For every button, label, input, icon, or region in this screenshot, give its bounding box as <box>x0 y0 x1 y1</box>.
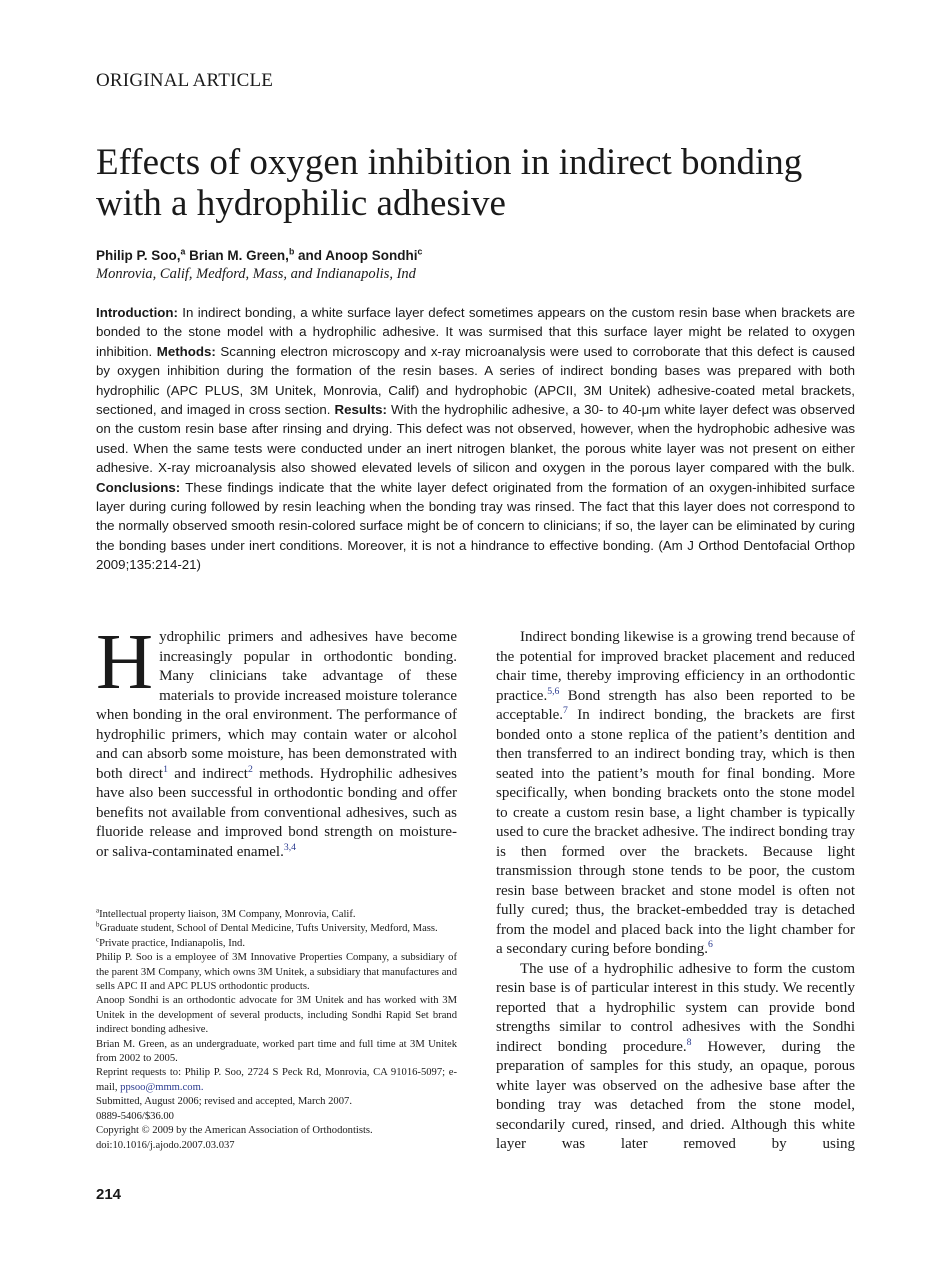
footnote <box>96 908 457 922</box>
drop-cap: H <box>96 619 154 706</box>
text: ydrophilic primers and adhesives have become increasingly popular in orthodontic bonding. Many clinicians take advantage of these materials to provide increased moisture tolerance when bonding in the oral environment. The performance of hydrophilic primers, which may contain water or alcohol and can absorb some moisture, has been demonstrated with both direct <box>96 629 457 782</box>
citation[interactable]: 1 <box>163 763 168 775</box>
text: In indirect bonding, the brackets are first bonded onto a stone replica of the patient’s dentition and then transferred to an indirect bonding tray, which is then seated into the patient’s mouth for final bonding. More specifically, when bonding brackets onto the stone model to create a custom resin base, a light chamber is typically used to cure the bracket adhesive. The indirect bonding tray is then formed over the brackets. Because light transmission through stone tends to be poor, the custom resin base between bracket and stone model is often not fully cured; thus, the bracket-embedded tray is detached from the model and placed back into the light chamber for a secondary curing before bonding. <box>496 707 855 957</box>
affiliation: Monrovia, Calif, Medford, Mass, and Indianapolis, Ind <box>96 266 416 282</box>
footnote <box>96 937 457 951</box>
text: However, during the preparation of samples for this study, an opaque, porous white layer was observed on the adhesive base after the bonding tray was detached from the stone model, secondarily cured, rinsed, and dried. Although this white layer was later removed by using <box>496 1038 855 1152</box>
page-number: 214 <box>96 1186 122 1203</box>
abstract-text: These findings indicate that the white layer defect originated from the formation of an oxygen-inhibited surface layer during curing followed by resin leaching when the bonding tray was rinsed. The fact that this layer does not correspond to the normally observed smooth resin-colored surface might be of concern to clinicians; if so, the layer can be eliminated by curing the bonding bases under inert conditions. Moreover, it is not a hindrance to effective bonding. (Am J Orthod Dentofacial Orthop 2009;135:214-21) <box>96 479 855 573</box>
issn: 0889-5406/$36.00 <box>96 1110 174 1122</box>
section-label: ORIGINAL ARTICLE <box>96 70 274 91</box>
author: and Anoop Sondhi <box>294 248 418 263</box>
author-sup: c <box>417 246 423 257</box>
author-list <box>96 248 422 263</box>
author: Brian M. Green, <box>185 248 289 263</box>
disclosure: Brian M. Green, as an undergraduate, worked part time and full time at 3M Unitek from 2002 to 2005. <box>96 1038 457 1065</box>
article-title: Effects of oxygen inhibition in indirect bonding with a hydrophilic adhesive <box>96 142 803 224</box>
disclosure: Anoop Sondhi is an orthodontic advocate for 3M Unitek and has worked with 3M Unitek in the development of several products, including Sondhi Rapid Set brand indirect bonding adhesive. <box>96 995 457 1036</box>
body-paragraph <box>96 619 457 862</box>
citation[interactable]: 8 <box>686 1036 692 1048</box>
text: Reprint requests to: Philip P. Soo, 2724 S Peck Rd, Monrovia, CA 91016-5097; e-mail, <box>96 1067 457 1093</box>
abstract-label: Results: <box>334 402 387 418</box>
citation[interactable]: 2 <box>247 763 253 775</box>
text: and indirect <box>167 765 248 782</box>
footnote-sup: c <box>96 936 100 944</box>
body-paragraph <box>496 628 855 960</box>
body-column-left <box>96 619 457 862</box>
body-column-right <box>496 628 855 1155</box>
footnote-sup: a <box>96 907 100 915</box>
author-sup: b <box>288 246 295 257</box>
text: Intellectual property liaison, 3M Company, Monrovia, Calif. <box>99 909 356 920</box>
text: methods. Hydrophilic adhesives have also been successful in orthodontic bonding and offer benefits not available from conventional adhesives, such as fluoride release and improved bond strength on moisture- or saliva-contaminated enamel. <box>96 765 457 860</box>
body-paragraph <box>496 960 855 1155</box>
text: Graduate student, School of Dental Medicine, Tufts University, Medford, Mass. <box>99 923 438 935</box>
abstract <box>96 303 855 575</box>
citation[interactable]: 7 <box>563 705 568 716</box>
citation[interactable]: 6 <box>708 939 713 950</box>
abstract-text: With the hydrophilic adhesive, a 30- to 40-μm white layer defect was observed on the custom resin base after rinsing and drying. This defect was not observed, however, when the hydrophobic adhesive was used. When the same tests were conducted under an inert nitrogen blanket, the porous white layer was not present on either adhesive. X-ray microanalysis also showed elevated levels of silicon and oxygen in the porous layer compared with the bulk. <box>96 402 855 476</box>
author: Philip P. Soo, <box>96 248 181 263</box>
abstract-text: In indirect bonding, a white surface layer defect sometimes appears on the custom resin base when brackets are bonded to the stone model with a hydrophilic adhesive. It was surmised that this surface layer might be related to oxygen inhibition. <box>96 305 855 359</box>
citation[interactable]: 3,4 <box>283 841 297 853</box>
citation[interactable]: 5,6 <box>547 685 560 697</box>
abstract-label: Introduction: <box>96 305 178 320</box>
text: The use of a hydrophilic adhesive to form the custom resin base is of particular interest in this study. We recently reported that a hydrophilic system can provide bond strengths similar to control adhesives with the Sondhi indirect bonding procedure. <box>496 960 855 1055</box>
submission-dates: Submitted, August 2006; revised and accepted, March 2007. <box>96 1096 352 1108</box>
footnotes <box>96 908 457 1153</box>
footnote <box>96 922 457 936</box>
abstract-text: Scanning electron microscopy and x-ray microanalysis were used to corroborate that this defect is caused by oxygen inhibition during the formation of the resin bases. A series of indirect bonding bases was prepared with both hydrophilic (APC PLUS, 3M Unitek, Monrovia, Calif) and hydrophobic (APCII, 3M Unitek) adhesive-coated metal brackets, sectioned, and imaged in cross section. <box>96 343 856 418</box>
text: Indirect bonding likewise is a growing trend because of the potential for improved bracket placement and reduced chair time, thereby improving efficiency in an orthodontic practice. <box>496 629 855 704</box>
text: Bond strength has also been reported to be acceptable. <box>496 687 855 723</box>
copyright: Copyright © 2009 by the American Association of Orthodontists. <box>96 1125 373 1137</box>
abstract-label: Methods: <box>156 343 216 359</box>
disclosure: Philip P. Soo is a employee of 3M Innovative Properties Company, a subsidiary of the parent 3M Company, which owns 3M Unitek, a subsidiary that manufactures and sells APC II and APC PLUS orthodontic products. <box>96 952 457 993</box>
author-sup: a <box>180 246 186 257</box>
email-link[interactable]: ppsoo@mmm.com. <box>120 1081 204 1093</box>
doi: doi:10.1016/j.ajodo.2007.03.037 <box>96 1139 235 1151</box>
reprint-requests <box>96 1066 457 1095</box>
abstract-label: Conclusions: <box>96 479 181 495</box>
text: Private practice, Indianapolis, Ind. <box>99 937 245 949</box>
footnote-sup: b <box>96 921 100 929</box>
